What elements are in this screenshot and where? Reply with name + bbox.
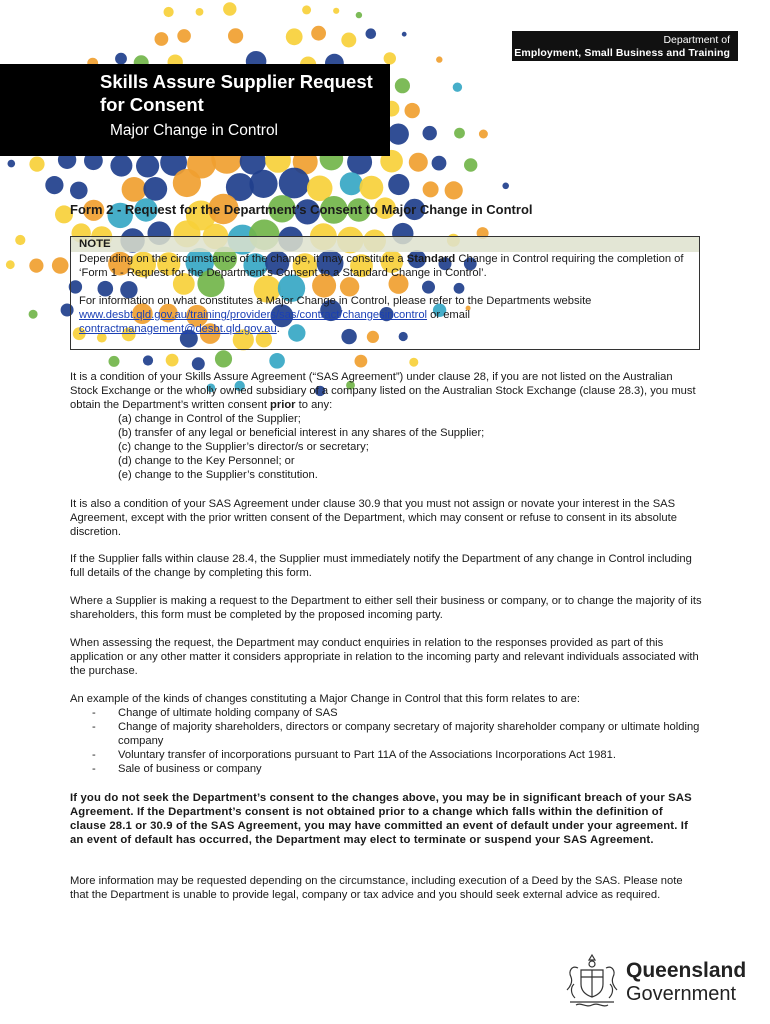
enquiries-paragraph: When assessing the request, the Department may conduct enquiries in relation to the responses provided as part of this application or any other matter it considers appropriate in relation to the incoming party and relevant individuals associated with the purchase. [70, 637, 699, 677]
notify-paragraph: If the Supplier falls within clause 28.4, the Supplier must immediately notify the Department of any change in Control including full details of the change by completing this form. [70, 553, 692, 579]
condition-item: (d) change to the Key Personnel; or [118, 455, 295, 467]
decorative-dot [360, 176, 384, 200]
note-text-a: Depending on the circumstance of the change, it may constitute a [79, 253, 407, 265]
decorative-dot [333, 8, 339, 14]
decorative-dot [405, 103, 420, 118]
decorative-dot [177, 29, 191, 43]
coat-of-arms-icon [562, 952, 622, 1010]
logo-queensland: Queensland [626, 959, 747, 982]
title-banner [0, 64, 390, 156]
decorative-dot [454, 128, 465, 139]
email-link[interactable]: contractmanagement@desbt.qld.gov.au [79, 323, 277, 335]
decorative-dot [311, 26, 326, 41]
note-website-text: For information on what constitutes a Major Change in Control, please refer to the Departments website [79, 295, 592, 307]
decorative-dot [423, 126, 437, 140]
condition-section [70, 370, 702, 482]
decorative-dot [409, 358, 418, 367]
dash-bullet: - [92, 749, 96, 761]
decorative-dot [136, 154, 159, 177]
decorative-dot [52, 257, 69, 274]
decorative-dot [356, 12, 362, 18]
decorative-dot [279, 168, 310, 199]
breach-warning: If you do not seek the Department’s consent to the changes above, you may be in significant breach of your SAS Agreement. If the Department’s consent is not obtained prior to a change which falls within the definition of clause 28.1 or 30.9 of the SAS Agreement, you may have committed an event of default under your agreement. If an event of default has occurred, the Department may elect to terminate or suspend your SAS Agreement. [70, 792, 692, 846]
decorative-dot [423, 181, 439, 197]
condition-paragraph [70, 370, 702, 412]
condition-item: (e) change to the Supplier’s constitution. [118, 469, 318, 481]
decorative-dot [340, 172, 363, 195]
decorative-dot [143, 355, 153, 365]
note-text-bold: Standard [406, 253, 456, 265]
decorative-dot [164, 7, 174, 17]
decorative-dot [502, 183, 509, 190]
condition-item: (a) change in Control of the Supplier; [118, 413, 301, 425]
note-period: . [276, 323, 280, 335]
note-text-b: Change in Control requiring the completion of ‘Form 1 - Request for the Department’s Consent to a Standard Change in Control’. [79, 253, 684, 279]
form-heading: Form 2 - Request for the Department’s Consent to Major Change in Control [70, 202, 533, 217]
example-item [70, 762, 702, 776]
decorative-dot [388, 174, 409, 195]
condition-text-bold: prior [270, 399, 296, 411]
condition-item: (b) transfer of any legal or beneficial interest in any shares of the Supplier; [118, 427, 485, 439]
decorative-dot [143, 177, 167, 201]
decorative-dot [445, 181, 463, 199]
decorative-dot [196, 8, 204, 16]
decorative-dot [464, 158, 477, 171]
decorative-dot [6, 260, 15, 269]
examples-list [70, 706, 702, 776]
decorative-dot [29, 310, 38, 319]
decorative-dot [432, 156, 447, 171]
condition-item: (c) change to the Supplier’s director/s or secretary; [118, 441, 369, 453]
department-line2: Employment, Small Business and Training [514, 47, 730, 59]
decorative-dot [366, 28, 377, 39]
decorative-dot [70, 182, 88, 200]
decorative-dot [215, 350, 232, 367]
decorative-dot [8, 160, 16, 168]
dash-bullet: - [92, 707, 96, 719]
examples-section [70, 692, 702, 776]
decorative-dot [109, 356, 120, 367]
decorative-dot [110, 155, 132, 177]
note-paragraph-2 [71, 294, 699, 336]
example-item [70, 748, 702, 762]
decorative-dot [436, 56, 442, 62]
condition-items [70, 412, 702, 482]
example-text: Change of majority shareholders, directors or company secretary of majority shareholder company or ultimate holding company [118, 721, 700, 747]
condition-text-b: to any: [295, 399, 333, 411]
decorative-dot [173, 169, 201, 197]
decorative-dot [122, 177, 147, 202]
decorative-dot [155, 32, 169, 46]
dash-bullet: - [92, 763, 96, 775]
example-item [70, 720, 702, 748]
decorative-dot [384, 52, 396, 64]
example-text: Sale of business or company [118, 763, 262, 775]
website-link[interactable]: www.desbt.qld.gov.au/training/providers/sas/contract/changesincontrol [79, 309, 428, 321]
document-title: Skills Assure Supplier Request for Consent [100, 71, 373, 115]
decorative-dot [286, 28, 303, 45]
decorative-dot [453, 83, 462, 92]
department-badge [512, 31, 738, 61]
decorative-dot [302, 5, 311, 14]
example-text: Voluntary transfer of incorporations pursuant to Part 11A of the Associations Incorporations Act 1981. [118, 749, 616, 761]
department-line1: Department of [663, 34, 730, 46]
decorative-dot [395, 78, 410, 93]
example-item [70, 706, 702, 720]
note-box [70, 236, 700, 350]
or-email-text: or email [427, 309, 470, 321]
decorative-dot [341, 33, 356, 48]
decorative-dot [479, 130, 488, 139]
decorative-dot [115, 53, 127, 65]
examples-intro: An example of the kinds of changes constituting a Major Change in Control that this form relates to are: [70, 693, 580, 705]
note-paragraph-1 [71, 252, 699, 280]
decorative-dot [29, 157, 44, 172]
incoming-party-paragraph: Where a Supplier is making a request to the Department to either sell their business or company, or to change the majority of its shareholders, this form must be completed by the proposed incoming party. [70, 595, 702, 621]
decorative-dot [355, 355, 368, 368]
queensland-government-logo [562, 952, 747, 1010]
assign-paragraph: It is also a condition of your SAS Agreement under clause 30.9 that you must not assign or novate your interest in the SAS Agreement, except with the prior written consent of the Department, which may consent or refuse to consent in its absolute discretion. [70, 498, 677, 538]
example-text: Change of ultimate holding company of SAS [118, 707, 338, 719]
decorative-dot [29, 259, 43, 273]
decorative-dot [409, 153, 428, 172]
logo-government: Government [626, 983, 737, 1005]
decorative-dot [388, 124, 409, 145]
decorative-dot [166, 354, 179, 367]
decorative-dot [249, 170, 277, 198]
decorative-dot [15, 235, 25, 245]
dash-bullet: - [92, 721, 96, 733]
more-info-paragraph: More information may be requested depending on the circumstance, including execution of a Deed by the SAS. Please note that the Department is unable to provide legal, company or tax advice and you should seek external advice as required. [70, 875, 683, 901]
decorative-dot [192, 357, 205, 370]
decorative-dot [269, 353, 285, 369]
decorative-dot [45, 176, 63, 194]
document-subtitle: Major Change in Control [110, 122, 279, 139]
decorative-dot [223, 2, 236, 15]
note-label: NOTE [71, 237, 699, 252]
decorative-dot [402, 32, 407, 37]
condition-text-a: It is a condition of your Skills Assure Agreement (“SAS Agreement”) under clause 28, if you are not listed on the Australian Stock Exchange or the wholly owned subsidiary of a company listed on the Australian Stock Exchange (clause 28.3), you must obtain the Department’s written consent [70, 371, 696, 411]
decorative-dot [228, 28, 243, 43]
